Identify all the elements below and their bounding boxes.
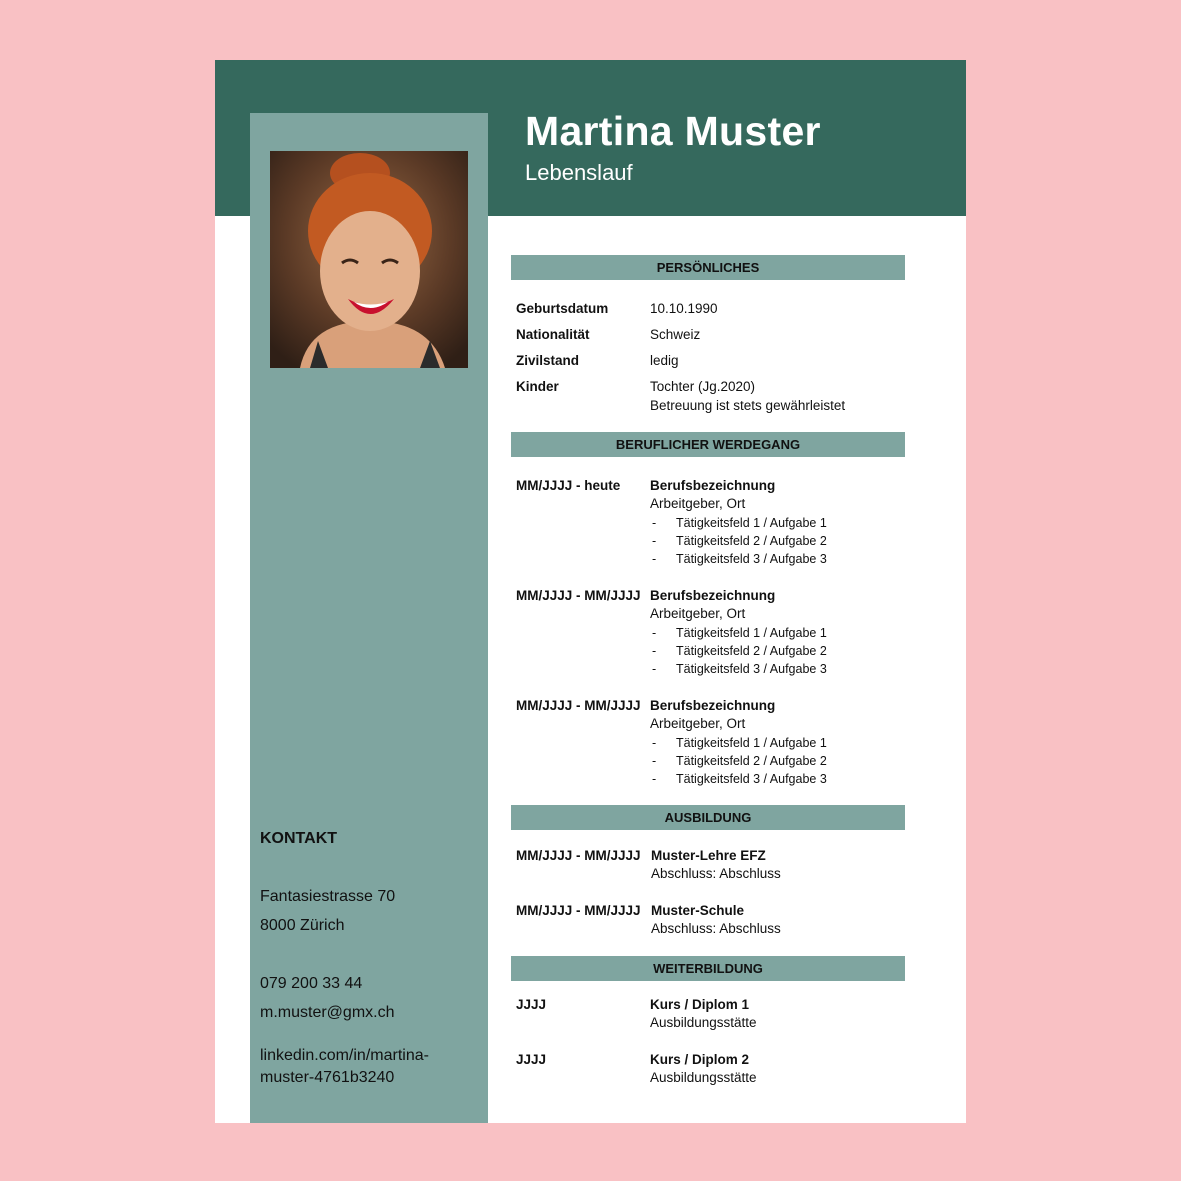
education-entry-detail: Abschluss: Abschluss: [651, 866, 781, 881]
contact-linkedin-line1: linkedin.com/in/martina-: [260, 1047, 429, 1064]
further-entry-detail: Ausbildungsstätte: [650, 1070, 757, 1085]
career-entry-tasks: [650, 624, 827, 678]
person-name: Martina Muster: [525, 108, 821, 154]
career-entry-role: Berufsbezeichnung: [650, 478, 776, 493]
further-entry-detail: Ausbildungsstätte: [650, 1015, 757, 1030]
contact-email: m.muster@gmx.ch: [260, 1004, 395, 1021]
education-entry-name: Muster-Lehre EFZ: [651, 848, 766, 863]
list-item: - Tätigkeitsfeld 1 / Aufgabe 1: [652, 736, 827, 750]
career-entry-tasks: [650, 734, 827, 788]
list-item: - Tätigkeitsfeld 1 / Aufgabe 1: [652, 516, 827, 530]
career-entry-employer: Arbeitgeber, Ort: [650, 606, 746, 621]
section-personal-heading: PERSÖNLICHES: [511, 255, 905, 280]
list-item: - Tätigkeitsfeld 1 / Aufgabe 1: [652, 626, 827, 640]
career-entry-employer: Arbeitgeber, Ort: [650, 496, 746, 511]
section-further-education-heading: WEITERBILDUNG: [511, 956, 905, 981]
sidebar: [250, 113, 488, 1123]
personal-value-civil-status: ledig: [650, 353, 679, 368]
career-entry-employer: Arbeitgeber, Ort: [650, 716, 746, 731]
contact-street: Fantasiestrasse 70: [260, 888, 396, 905]
further-entry-period: JJJJ: [516, 997, 547, 1012]
list-item: - Tätigkeitsfeld 3 / Aufgabe 3: [652, 552, 827, 566]
section-career-heading: BERUFLICHER WERDEGANG: [511, 432, 905, 457]
contact-city: 8000 Zürich: [260, 917, 345, 934]
further-entry-name: Kurs / Diplom 2: [650, 1052, 750, 1067]
section-education-heading: AUSBILDUNG: [511, 805, 905, 830]
career-entry-period: MM/JJJJ - MM/JJJJ: [516, 588, 641, 603]
further-entry-period: JJJJ: [516, 1052, 547, 1067]
contact-phone: 079 200 33 44: [260, 975, 363, 992]
list-item: - Tätigkeitsfeld 3 / Aufgabe 3: [652, 772, 827, 786]
personal-value-nationality: Schweiz: [650, 327, 701, 342]
personal-label-civil-status: Zivilstand: [516, 353, 580, 368]
further-entry-name: Kurs / Diplom 1: [650, 997, 750, 1012]
personal-value-children: Tochter (Jg.2020): [650, 379, 756, 394]
list-item: - Tätigkeitsfeld 2 / Aufgabe 2: [652, 534, 827, 548]
cv-page: [215, 60, 966, 1123]
contact-heading: KONTAKT: [260, 830, 338, 847]
career-entry-period: MM/JJJJ - heute: [516, 478, 621, 493]
list-item: - Tätigkeitsfeld 2 / Aufgabe 2: [652, 644, 827, 658]
profile-photo: [270, 151, 468, 368]
education-entry-detail: Abschluss: Abschluss: [651, 921, 781, 936]
personal-value-birthdate: 10.10.1990: [650, 301, 718, 316]
personal-value-children-note: Betreuung ist stets gewährleistet: [650, 398, 846, 413]
career-entry-period: MM/JJJJ - MM/JJJJ: [516, 698, 641, 713]
personal-label-nationality: Nationalität: [516, 327, 590, 342]
list-item: - Tätigkeitsfeld 3 / Aufgabe 3: [652, 662, 827, 676]
career-entry-role: Berufsbezeichnung: [650, 698, 776, 713]
list-item: - Tätigkeitsfeld 2 / Aufgabe 2: [652, 754, 827, 768]
personal-label-birthdate: Geburtsdatum: [516, 301, 609, 316]
education-entry-name: Muster-Schule: [651, 903, 745, 918]
contact-linkedin-line2: muster-4761b3240: [260, 1069, 395, 1086]
education-entry-period: MM/JJJJ - MM/JJJJ: [516, 848, 641, 863]
education-entry-period: MM/JJJJ - MM/JJJJ: [516, 903, 641, 918]
personal-label-children: Kinder: [516, 379, 559, 394]
document-subtitle: Lebenslauf: [525, 160, 633, 185]
career-entry-role: Berufsbezeichnung: [650, 588, 776, 603]
career-entry-tasks: [650, 514, 827, 568]
